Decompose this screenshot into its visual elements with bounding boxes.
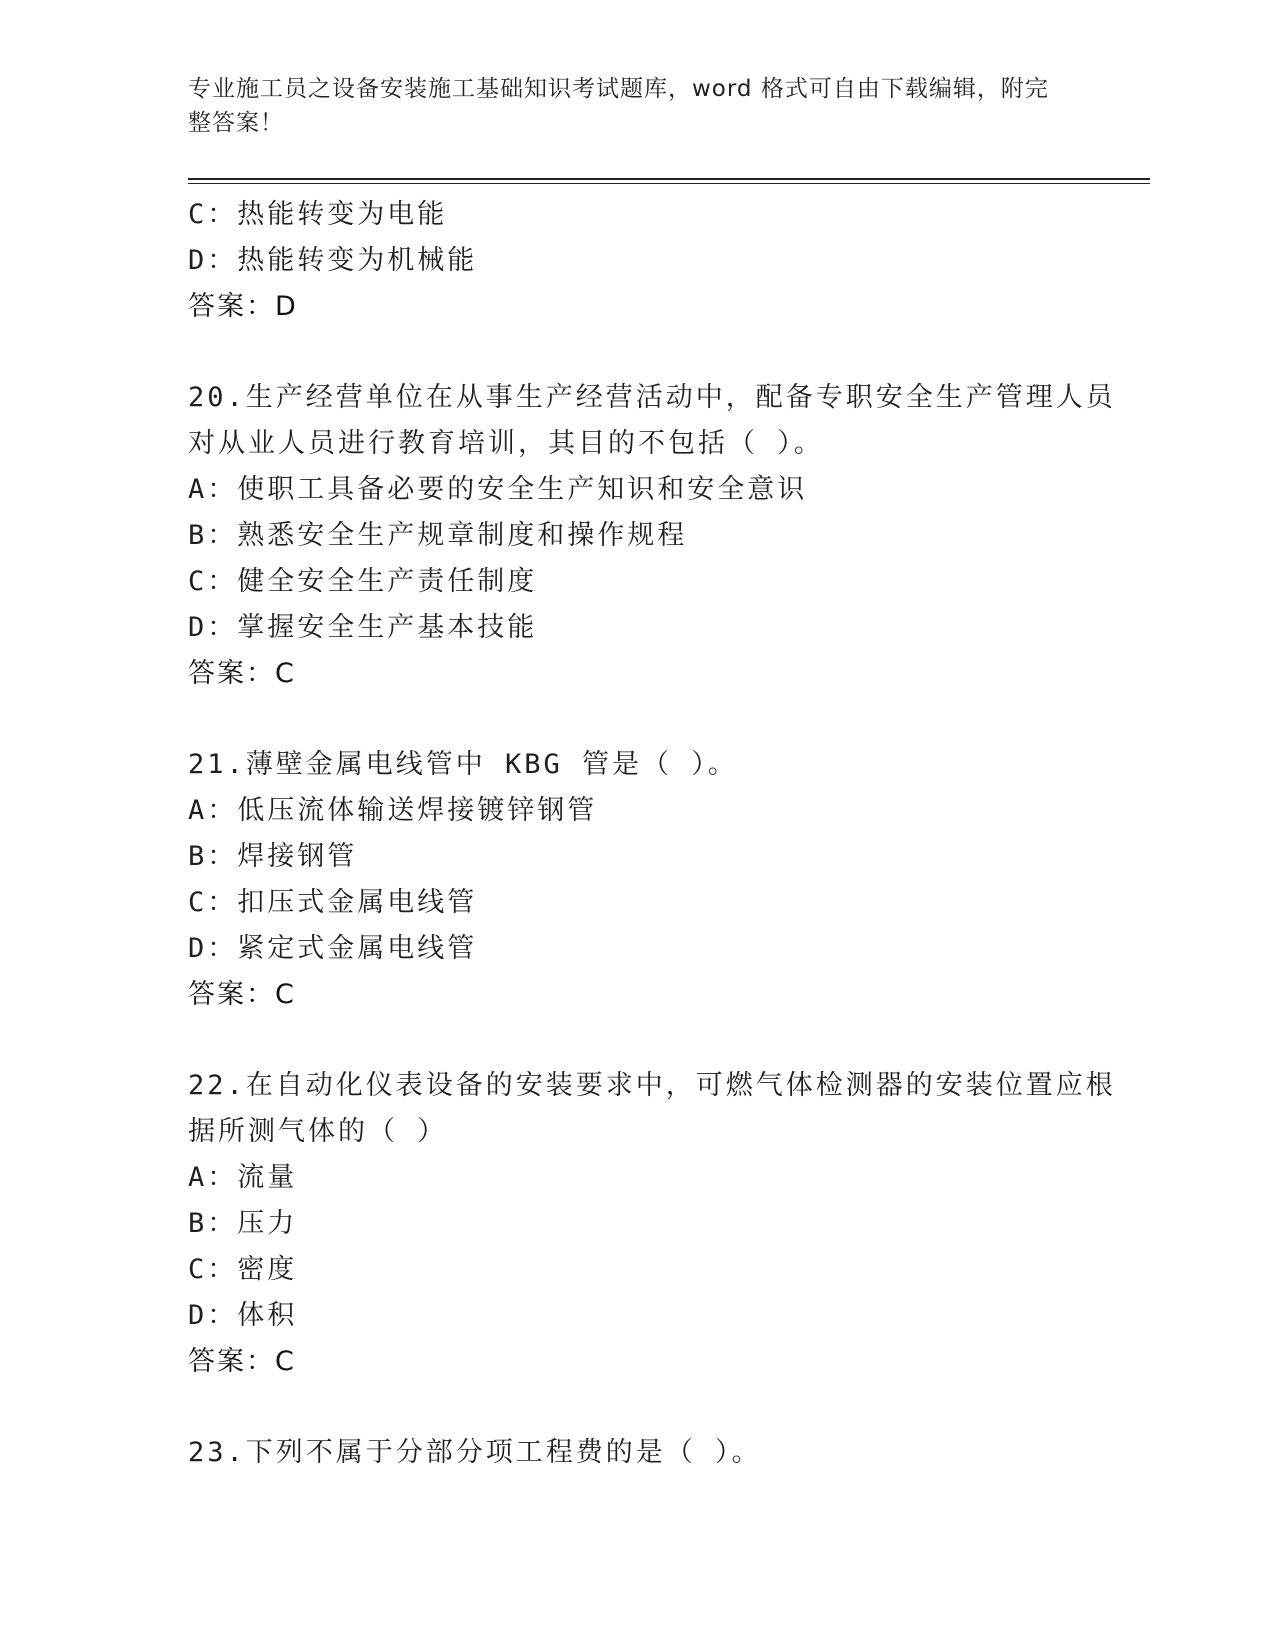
option-d: D：热能转变为机械能 xyxy=(188,245,478,276)
question-list xyxy=(188,192,1116,1476)
question-22 xyxy=(188,1063,1116,1385)
question-stem: 23.下列不属于分部分项工程费的是（ ）。 xyxy=(188,1437,762,1468)
option-a: A：使职工具备必要的安全生产知识和安全意识 xyxy=(188,474,808,505)
header-line-1: 专业施工员之设备安装施工基础知识考试题库，word 格式可自由下载编辑，附完 xyxy=(188,76,1049,102)
question-stem: 20.生产经营单位在从事生产经营活动中，配备专职安全生产管理人员 xyxy=(188,382,1116,413)
header-divider-thin xyxy=(188,183,1150,184)
option-b: B：压力 xyxy=(188,1208,298,1239)
question-23 xyxy=(188,1430,1088,1476)
document-header xyxy=(188,72,1068,140)
answer-line: 答案：D xyxy=(188,291,298,322)
question-stem: 21.薄壁金属电线管中 KBG 管是（ ）。 xyxy=(188,749,738,780)
question-19-tail xyxy=(188,192,1088,330)
option-a: A：低压流体输送焊接镀锌钢管 xyxy=(188,795,598,826)
header-divider-thick xyxy=(188,178,1150,180)
answer-line: 答案：C xyxy=(188,658,296,689)
header-line-2: 整答案！ xyxy=(188,110,284,136)
answer-line: 答案：C xyxy=(188,979,296,1010)
option-c: C：健全安全生产责任制度 xyxy=(188,566,538,597)
option-a: A：流量 xyxy=(188,1162,298,1193)
option-d: D：体积 xyxy=(188,1300,298,1331)
question-stem: 22.在自动化仪表设备的安装要求中，可燃气体检测器的安装位置应根 xyxy=(188,1070,1116,1101)
question-stem-continued: 据所测气体的（ ） xyxy=(188,1116,448,1147)
option-c: C：热能转变为电能 xyxy=(188,199,448,230)
answer-line: 答案：C xyxy=(188,1346,296,1377)
option-d: D：紧定式金属电线管 xyxy=(188,933,478,964)
option-c: C：扣压式金属电线管 xyxy=(188,887,478,918)
option-b: B：熟悉安全生产规章制度和操作规程 xyxy=(188,520,688,551)
question-21 xyxy=(188,742,1088,1018)
option-c: C：密度 xyxy=(188,1254,298,1285)
question-20 xyxy=(188,375,1116,697)
option-d: D：掌握安全生产基本技能 xyxy=(188,612,538,643)
question-stem-continued: 对从业人员进行教育培训，其目的不包括（ ）。 xyxy=(188,428,824,459)
option-b: B：焊接钢管 xyxy=(188,841,358,872)
